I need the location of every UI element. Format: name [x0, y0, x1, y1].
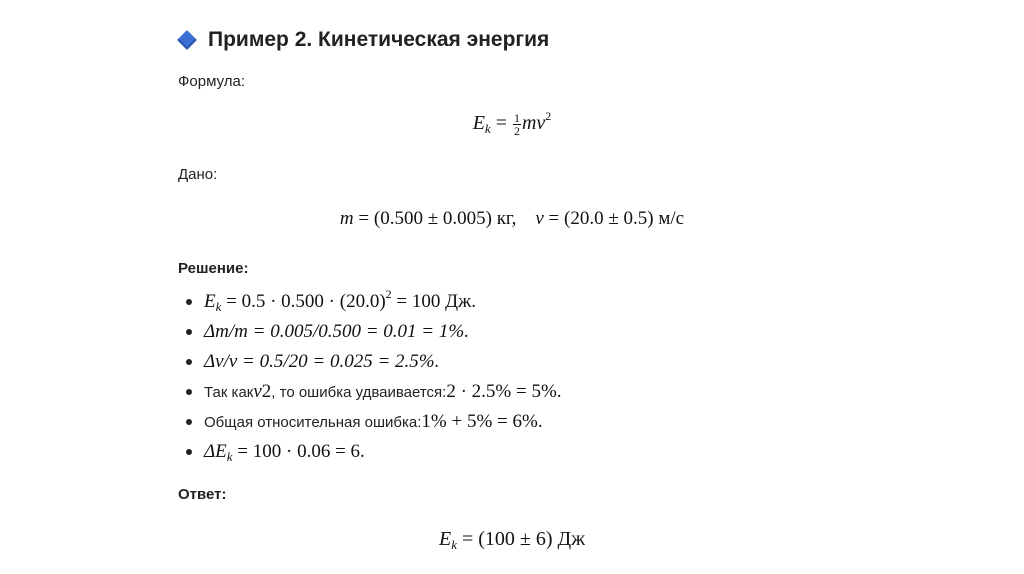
- bullet-icon: [186, 299, 192, 305]
- bullet-icon: [186, 449, 192, 455]
- fraction: $\frac{1}{2}$: [513, 111, 520, 138]
- list-item: Δm/m = 0.005/0.500 = 0.01 = 1%.: [178, 317, 562, 347]
- formula-label: Формула:: [178, 73, 246, 90]
- bullet-icon: [186, 329, 192, 335]
- blue-diamond-icon: [177, 30, 197, 50]
- answer-display: $E_k = (100 \pm 6)$ Дж: [438, 528, 586, 552]
- bullet-icon: [186, 359, 192, 365]
- given-display: m = (0.500 ± 0.005) кг, v = (20.0 ± 0.5) м/с: [339, 208, 685, 229]
- list-item: Общая относительная ошибка: 1% + 5% = 6%.: [178, 407, 562, 437]
- solution-steps: [178, 287, 562, 467]
- bullet-icon: [186, 419, 192, 425]
- given-label: Дано:: [178, 166, 218, 183]
- list-item: Так как v 2 , то ошибка удваивается: 2 · 2.5% = 5%.: [178, 377, 562, 407]
- solution-label: Решение:: [178, 260, 249, 277]
- list-item: Δv/v = 0.5/20 = 0.025 = 2.5%.: [178, 347, 562, 377]
- bullet-icon: [186, 389, 192, 395]
- list-item: $\Delta E_k = 100 \cdot 0.06 = 6$.: [178, 437, 562, 467]
- list-item: $E_k = 0.5 \cdot 0.500 \cdot (20.0)^2 = 100$ Дж.: [178, 287, 562, 317]
- formula-display: $E_k$ = $\frac{1}{2}$ $mv^2$: [472, 109, 552, 138]
- section-title: [178, 28, 549, 52]
- answer-label: Ответ:: [178, 486, 227, 503]
- title-text: Пример 2. Кинетическая энергия: [208, 28, 550, 51]
